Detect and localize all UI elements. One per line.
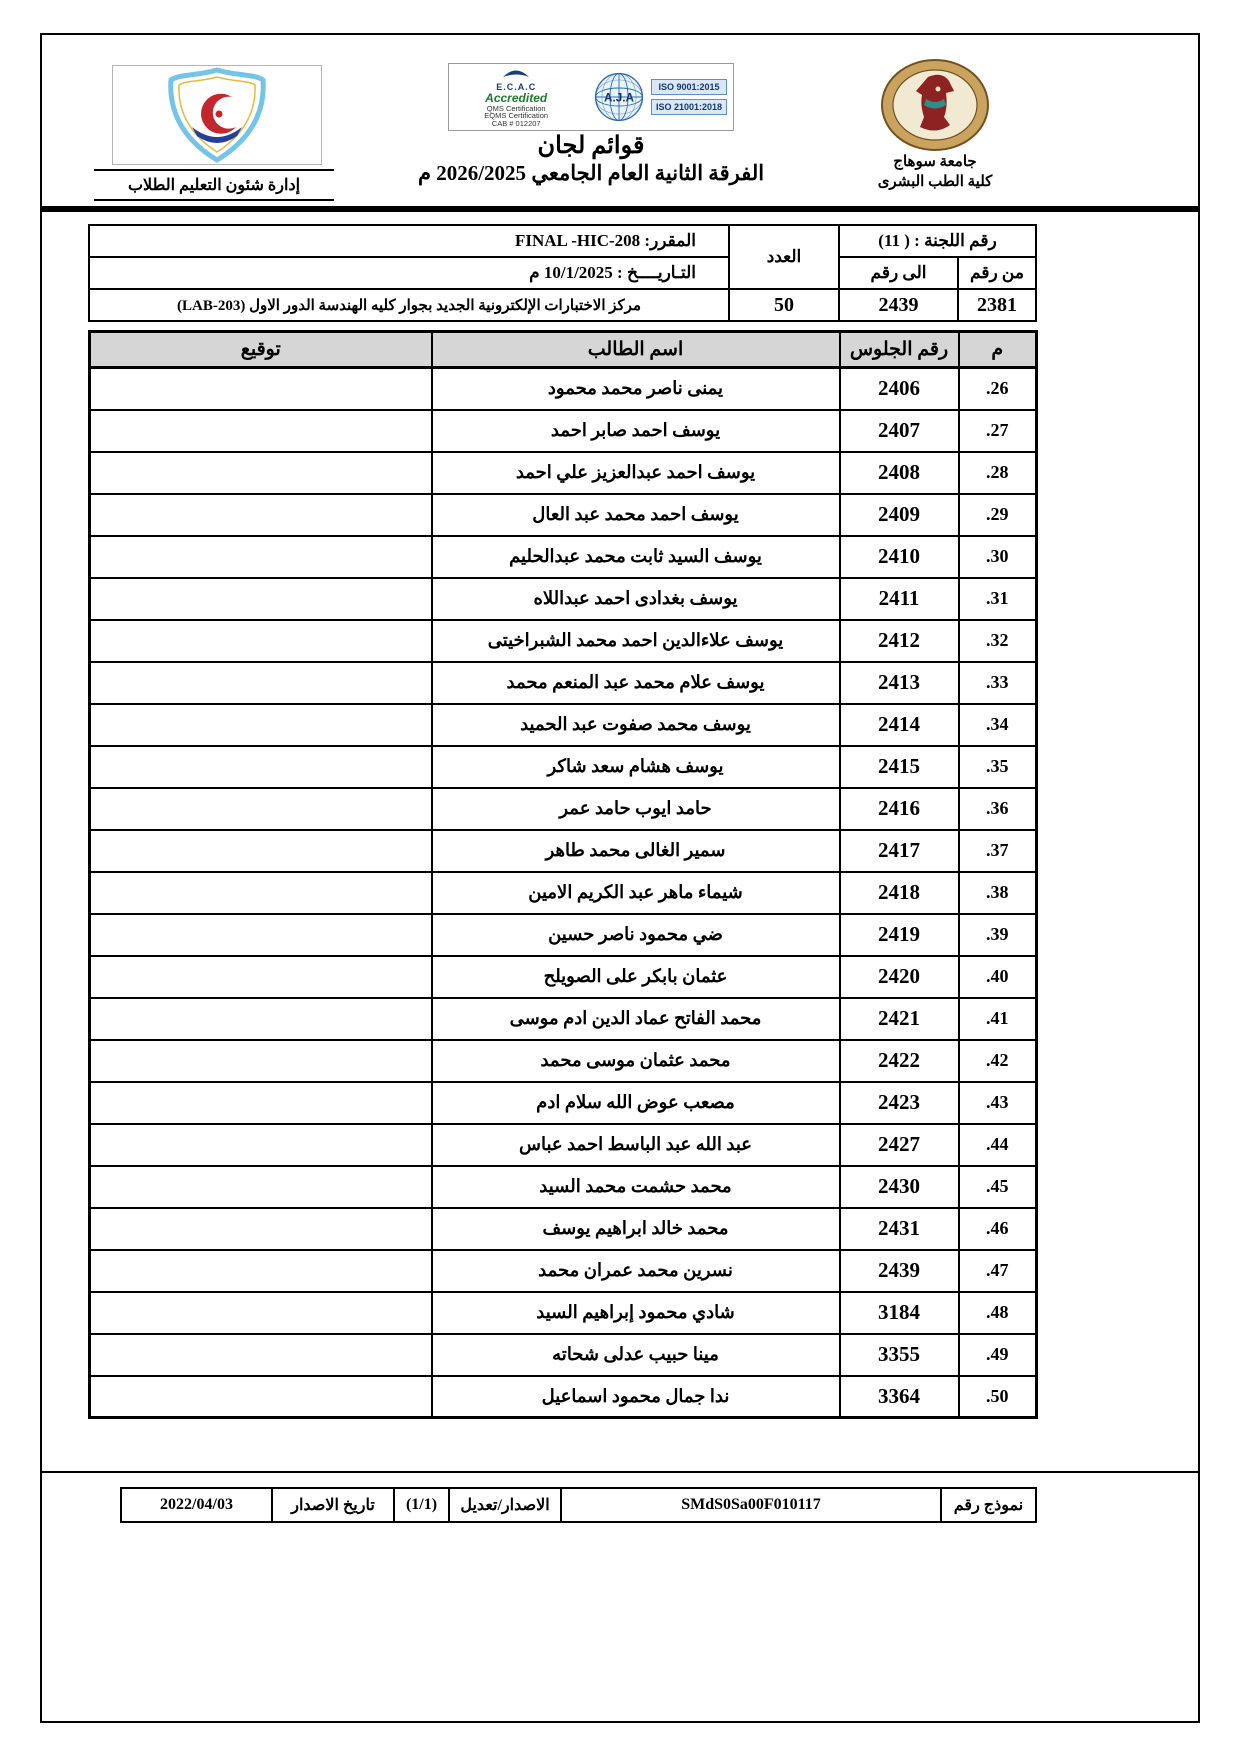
student-row [90,452,1037,494]
info-row-2 [89,257,1036,289]
signature-cell [90,1334,432,1376]
seat-number: 2430 [840,1166,959,1208]
signature-cell [90,704,432,746]
seat-number: 2421 [840,998,959,1040]
seat-number: 2420 [840,956,959,998]
student-row [90,746,1037,788]
seat-number: 2427 [840,1124,959,1166]
student-name: محمد الفاتح عماد الدين ادم موسى [432,998,840,1040]
student-row [90,1124,1037,1166]
student-row [90,704,1037,746]
student-name: محمد عثمان موسى محمد [432,1040,840,1082]
student-name: يوسف علاءالدين احمد محمد الشبراخيتى [432,620,840,662]
row-index: 38. [959,872,1037,914]
student-row [90,620,1037,662]
to-number-label: الى رقم [839,257,958,289]
seat-number: 2418 [840,872,959,914]
student-row [90,410,1037,452]
student-name: يوسف احمد محمد عبد العال [432,494,840,536]
count-value: 50 [729,289,839,321]
signature-cell [90,368,432,410]
seat-number: 3355 [840,1334,959,1376]
row-index: 31. [959,578,1037,620]
student-name: يوسف هشام سعد شاكر [432,746,840,788]
row-index: 26. [959,368,1037,410]
seat-number: 2423 [840,1082,959,1124]
signature-cell [90,830,432,872]
university-caption [842,153,1028,192]
seat-number: 2409 [840,494,959,536]
seat-number: 3184 [840,1292,959,1334]
course-cell [89,225,729,257]
signature-cell [90,536,432,578]
signature-cell [90,1376,432,1418]
revision-value: (1/1) [394,1488,449,1522]
row-index: 43. [959,1082,1037,1124]
ecac-cert-line3: CAB # 012207 [491,119,541,129]
row-index: 40. [959,956,1037,998]
to-number-value: 2439 [839,289,958,321]
row-index: 28. [959,452,1037,494]
form-number-label: نموذج رقم [941,1488,1036,1522]
student-name: محمد حشمت محمد السيد [432,1166,840,1208]
signature-cell [90,872,432,914]
seat-number: 2422 [840,1040,959,1082]
info-row-1 [89,225,1036,257]
row-index: 27. [959,410,1037,452]
count-label: العدد [729,225,839,289]
student-name: مينا حبيب عدلى شحاته [432,1334,840,1376]
iso-9001-badge: ISO 9001:2015 [651,79,727,95]
row-index: 33. [959,662,1037,704]
student-row [90,998,1037,1040]
student-row [90,830,1037,872]
issue-date-value: 2022/04/03 [121,1488,272,1522]
ecac-emblem-icon [501,66,531,78]
row-index: 29. [959,494,1037,536]
student-row [90,1250,1037,1292]
ecac-accredited-label: Accredited [485,91,548,106]
row-index: 47. [959,1250,1037,1292]
student-name: سمير الغالى محمد طاهر [432,830,840,872]
row-index: 36. [959,788,1037,830]
student-name: يمنى ناصر محمد محمود [432,368,840,410]
signature-cell [90,1040,432,1082]
row-index: 49. [959,1334,1037,1376]
signature-cell [90,1082,432,1124]
aja-accreditation [580,70,727,124]
seat-number: 2417 [840,830,959,872]
col-header-signature: توقيع [90,332,432,368]
student-name: عبد الله عبد الباسط احمد عباس [432,1124,840,1166]
students-table-header [90,332,1037,368]
student-row [90,494,1037,536]
row-index: 45. [959,1166,1037,1208]
student-row [90,788,1037,830]
student-name: يوسف بغدادى احمد عبداللاه [432,578,840,620]
seat-number: 2412 [840,620,959,662]
student-name: شادي محمود إبراهيم السيد [432,1292,840,1334]
student-name: نسرين محمد عمران محمد [432,1250,840,1292]
signature-cell [90,998,432,1040]
seat-number: 2406 [840,368,959,410]
row-index: 32. [959,620,1037,662]
row-index: 42. [959,1040,1037,1082]
signature-cell [90,1124,432,1166]
seat-number: 2439 [840,1250,959,1292]
student-name: يوسف علام محمد عبد المنعم محمد [432,662,840,704]
student-row [90,1166,1037,1208]
ecac-cert-line2: EQMS Certification [484,111,549,121]
signature-cell [90,578,432,620]
course-label: المقرر: [644,231,696,250]
header-divider [42,206,1198,212]
exam-date: التـاريــــخ : 10/1/2025 م [89,257,729,289]
signature-cell [90,662,432,704]
students-tbody [90,368,1037,1418]
signature-cell [90,1250,432,1292]
accreditation-box [448,63,734,131]
aja-label: A.J.A [603,91,634,105]
form-footer-table [120,1487,1037,1523]
row-index: 30. [959,536,1037,578]
student-row [90,1292,1037,1334]
seat-number: 2416 [840,788,959,830]
student-row [90,1376,1037,1418]
footer-divider [42,1471,1198,1473]
signature-cell [90,956,432,998]
student-row [90,536,1037,578]
student-row [90,914,1037,956]
student-name: عثمان بابكر على الصويلح [432,956,840,998]
issue-date-label: تاريخ الاصدار [272,1488,394,1522]
students-table [88,330,1038,1419]
student-row [90,1334,1037,1376]
seat-number: 2415 [840,746,959,788]
student-name: يوسف محمد صفوت عبد الحميد [432,704,840,746]
student-row [90,578,1037,620]
from-number-value: 2381 [958,289,1036,321]
ecac-cert-line1: QMS Certification [486,103,546,113]
seat-number: 2413 [840,662,959,704]
row-index: 39. [959,914,1037,956]
page-frame [40,33,1200,1723]
iso-certifications [651,77,727,117]
signature-cell [90,494,432,536]
signature-cell [90,1166,432,1208]
faculty-shield-icon [152,67,282,163]
student-row [90,1082,1037,1124]
row-index: 41. [959,998,1037,1040]
faculty-name: كلية الطب البشرى [877,173,993,190]
student-name: ندا جمال محمود اسماعيل [432,1376,840,1418]
page-title: قوائم لجان [537,133,645,159]
faculty-logo-box [112,65,322,165]
revision-label: الاصدار/تعديل [449,1488,561,1522]
seat-number: 2414 [840,704,959,746]
exam-info-table [88,224,1037,322]
signature-cell [90,746,432,788]
row-index: 35. [959,746,1037,788]
sohag-university-logo-icon [880,59,990,151]
student-row [90,956,1037,998]
seat-number: 2407 [840,410,959,452]
seat-number: 2408 [840,452,959,494]
ecac-accreditation [455,66,577,128]
row-index: 44. [959,1124,1037,1166]
signature-cell [90,788,432,830]
student-name: يوسف احمد صابر احمد [432,410,840,452]
row-index: 46. [959,1208,1037,1250]
seat-number: 2410 [840,536,959,578]
from-number-label: من رقم [958,257,1036,289]
iso-21001-badge: ISO 21001:2018 [651,99,727,115]
student-name: شيماء ماهر عبد الكريم الامين [432,872,840,914]
page-subtitle: الفرقة الثانية العام الجامعي 2026/2025 م [417,161,765,185]
row-index: 48. [959,1292,1037,1334]
footer-row [121,1488,1036,1522]
row-index: 37. [959,830,1037,872]
ecac-name: E.C.A.C [496,81,537,92]
signature-cell [90,1292,432,1334]
student-name: مصعب عوض الله سلام ادم [432,1082,840,1124]
row-index: 34. [959,704,1037,746]
student-row [90,872,1037,914]
signature-cell [90,914,432,956]
signature-cell [90,452,432,494]
exam-location: مركز الاختبارات الإلكترونية الجديد بجوار كليه الهندسة الدور الاول (LAB-203) [89,289,729,321]
student-name: محمد خالد ابراهيم يوسف [432,1208,840,1250]
form-number-value: SMdS0Sa00F010117 [561,1488,941,1522]
student-row [90,1208,1037,1250]
aja-globe-icon [592,70,646,124]
student-name: ضي محمود ناصر حسين [432,914,840,956]
student-row [90,662,1037,704]
student-name: حامد ايوب حامد عمر [432,788,840,830]
row-index: 50. [959,1376,1037,1418]
student-row [90,368,1037,410]
university-name: جامعة سوهاج [893,154,977,170]
student-row [90,1040,1037,1082]
student-name: يوسف احمد عبدالعزيز علي احمد [432,452,840,494]
col-header-seat: رقم الجلوس [840,332,959,368]
col-header-index: م [959,332,1037,368]
info-row-3 [89,289,1036,321]
committee-number: رقم اللجنة : ( 11) [839,225,1036,257]
department-caption: إدارة شئون التعليم الطلاب [94,169,334,201]
signature-cell [90,1208,432,1250]
seat-number: 2419 [840,914,959,956]
course-code: FINAL -HIC-208 [515,231,641,250]
student-name: يوسف السيد ثابت محمد عبدالحليم [432,536,840,578]
signature-cell [90,410,432,452]
seat-number: 2431 [840,1208,959,1250]
seat-number: 3364 [840,1376,959,1418]
col-header-name: اسم الطالب [432,332,840,368]
seat-number: 2411 [840,578,959,620]
signature-cell [90,620,432,662]
